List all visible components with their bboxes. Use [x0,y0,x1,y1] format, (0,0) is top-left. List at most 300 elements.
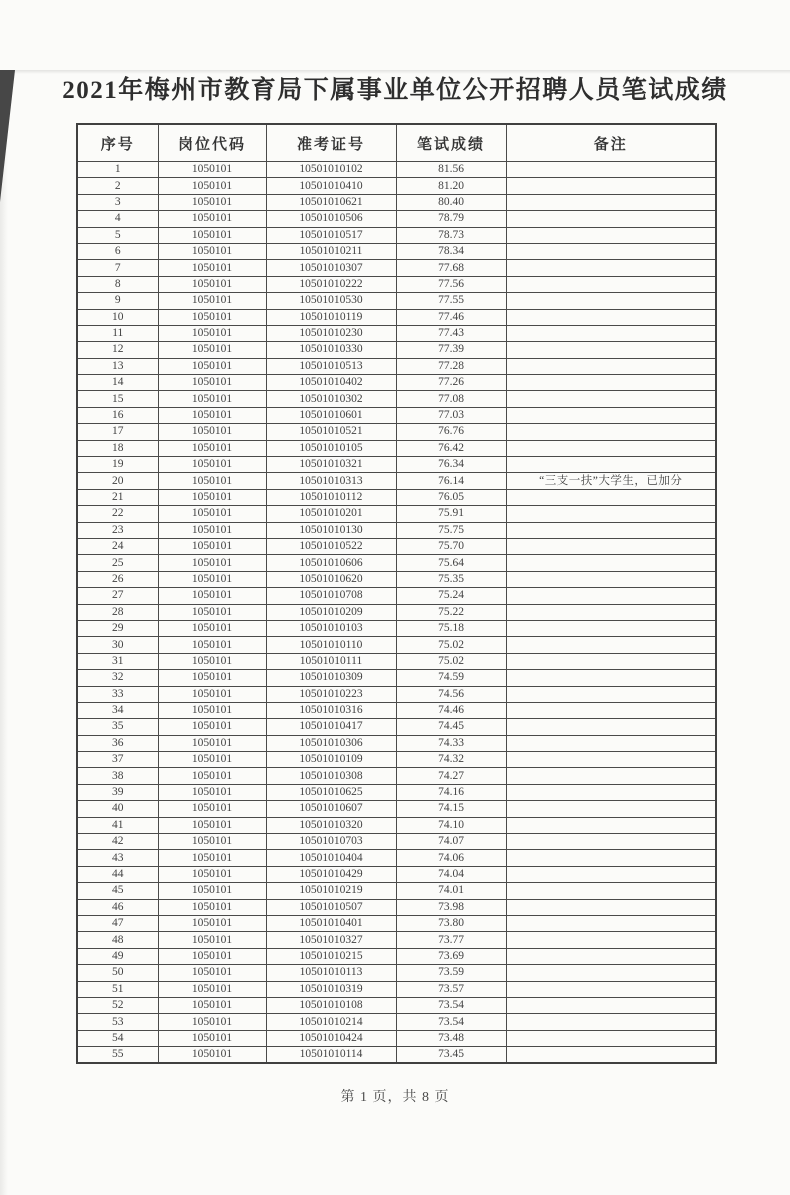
cell-remark [506,211,716,227]
cell-no: 55 [77,1047,158,1064]
cell-ticket: 10501010327 [266,932,396,948]
table-row [77,1030,716,1046]
scores-table [76,123,717,1064]
cell-remark [506,801,716,817]
cell-remark [506,309,716,325]
cell-remark [506,883,716,899]
table-body [77,162,716,1064]
cell-remark [506,1047,716,1064]
cell-score: 78.34 [396,243,506,259]
cell-score: 74.59 [396,670,506,686]
cell-code: 1050101 [158,932,266,948]
cell-score: 74.32 [396,752,506,768]
cell-remark [506,932,716,948]
cell-ticket: 10501010222 [266,276,396,292]
cell-no: 39 [77,784,158,800]
cell-remark [506,440,716,456]
cell-ticket: 10501010507 [266,899,396,915]
cell-remark [506,620,716,636]
cell-ticket: 10501010105 [266,440,396,456]
table-row [77,243,716,259]
cell-no: 52 [77,997,158,1013]
cell-remark [506,670,716,686]
cell-score: 75.91 [396,506,506,522]
cell-code: 1050101 [158,440,266,456]
cell-remark [506,1030,716,1046]
cell-score: 74.06 [396,850,506,866]
cell-no: 35 [77,719,158,735]
cell-score: 75.64 [396,555,506,571]
cell-remark [506,555,716,571]
table-row [77,375,716,391]
cell-ticket: 10501010109 [266,752,396,768]
cell-code: 1050101 [158,883,266,899]
cell-no: 33 [77,686,158,702]
table-row [77,637,716,653]
cell-no: 1 [77,162,158,178]
table-row [77,801,716,817]
cell-ticket: 10501010321 [266,457,396,473]
cell-no: 32 [77,670,158,686]
table-row [77,538,716,554]
cell-ticket: 10501010306 [266,735,396,751]
cell-remark [506,784,716,800]
table-row [77,588,716,604]
cell-no: 27 [77,588,158,604]
cell-score: 77.46 [396,309,506,325]
cell-remark [506,489,716,505]
table-row [77,1014,716,1030]
table-row [77,211,716,227]
cell-remark [506,752,716,768]
cell-remark [506,735,716,751]
cell-code: 1050101 [158,588,266,604]
table-row [77,735,716,751]
cell-no: 42 [77,834,158,850]
cell-no: 37 [77,752,158,768]
cell-ticket: 10501010703 [266,834,396,850]
page-number: 第 1 页，共 8 页 [340,1090,450,1106]
cell-code: 1050101 [158,817,266,833]
cell-code: 1050101 [158,784,266,800]
cell-score: 75.70 [396,538,506,554]
cell-code: 1050101 [158,948,266,964]
cell-ticket: 10501010607 [266,801,396,817]
cell-ticket: 10501010302 [266,391,396,407]
cell-remark [506,375,716,391]
table-row [77,276,716,292]
cell-score: 77.68 [396,260,506,276]
cell-remark [506,604,716,620]
cell-ticket: 10501010308 [266,768,396,784]
cell-code: 1050101 [158,637,266,653]
cell-ticket: 10501010402 [266,375,396,391]
cell-ticket: 10501010330 [266,342,396,358]
cell-code: 1050101 [158,850,266,866]
column-header: 笔试成绩 [396,124,506,162]
cell-code: 1050101 [158,358,266,374]
cell-code: 1050101 [158,211,266,227]
cell-code: 1050101 [158,194,266,210]
table-row [77,162,716,178]
cell-score: 74.45 [396,719,506,735]
cell-code: 1050101 [158,293,266,309]
cell-ticket: 10501010103 [266,620,396,636]
cell-score: 75.02 [396,637,506,653]
cell-ticket: 10501010214 [266,1014,396,1030]
cell-score: 78.79 [396,211,506,227]
table-row [77,932,716,948]
cell-no: 8 [77,276,158,292]
table-row [77,604,716,620]
table-row [77,752,716,768]
cell-no: 22 [77,506,158,522]
cell-remark [506,358,716,374]
cell-ticket: 10501010320 [266,817,396,833]
cell-code: 1050101 [158,1047,266,1064]
cell-score: 80.40 [396,194,506,210]
scan-edge-shadow-left [0,70,8,1195]
cell-remark [506,719,716,735]
table-row [77,965,716,981]
cell-no: 49 [77,948,158,964]
cell-score: 75.24 [396,588,506,604]
table-row [77,309,716,325]
cell-code: 1050101 [158,342,266,358]
cell-no: 7 [77,260,158,276]
table-row [77,555,716,571]
cell-no: 53 [77,1014,158,1030]
table-row [77,997,716,1013]
cell-no: 47 [77,915,158,931]
table-row [77,686,716,702]
cell-score: 77.03 [396,407,506,423]
table-row [77,473,716,489]
header-row [77,124,716,162]
table-row [77,768,716,784]
cell-score: 81.56 [396,162,506,178]
cell-remark [506,178,716,194]
cell-code: 1050101 [158,1030,266,1046]
cell-remark [506,702,716,718]
cell-remark [506,653,716,669]
table-row [77,260,716,276]
cell-remark [506,522,716,538]
cell-score: 73.57 [396,981,506,997]
table-row [77,424,716,440]
cell-no: 2 [77,178,158,194]
cell-score: 74.07 [396,834,506,850]
cell-ticket: 10501010625 [266,784,396,800]
cell-ticket: 10501010601 [266,407,396,423]
cell-code: 1050101 [158,309,266,325]
cell-code: 1050101 [158,260,266,276]
cell-score: 75.18 [396,620,506,636]
cell-remark [506,899,716,915]
cell-no: 30 [77,637,158,653]
cell-no: 15 [77,391,158,407]
cell-code: 1050101 [158,391,266,407]
cell-code: 1050101 [158,555,266,571]
cell-remark [506,293,716,309]
cell-ticket: 10501010316 [266,702,396,718]
cell-score: 73.98 [396,899,506,915]
cell-code: 1050101 [158,457,266,473]
cell-ticket: 10501010417 [266,719,396,735]
cell-no: 51 [77,981,158,997]
cell-no: 38 [77,768,158,784]
table-row [77,915,716,931]
cell-ticket: 10501010424 [266,1030,396,1046]
table-row [77,1047,716,1064]
cell-code: 1050101 [158,604,266,620]
cell-ticket: 10501010606 [266,555,396,571]
table-row [77,702,716,718]
cell-score: 74.16 [396,784,506,800]
cell-remark [506,506,716,522]
cell-no: 40 [77,801,158,817]
cell-no: 13 [77,358,158,374]
cell-ticket: 10501010307 [266,260,396,276]
cell-remark: “三支一扶”大学生，已加分 [506,473,716,489]
cell-score: 76.34 [396,457,506,473]
cell-code: 1050101 [158,276,266,292]
cell-no: 19 [77,457,158,473]
cell-code: 1050101 [158,538,266,554]
table-row [77,850,716,866]
cell-score: 73.59 [396,965,506,981]
table-row [77,866,716,882]
cell-code: 1050101 [158,965,266,981]
cell-no: 34 [77,702,158,718]
table-row [77,948,716,964]
cell-score: 77.08 [396,391,506,407]
cell-no: 20 [77,473,158,489]
cell-no: 50 [77,965,158,981]
cell-remark [506,538,716,554]
cell-code: 1050101 [158,735,266,751]
cell-code: 1050101 [158,473,266,489]
cell-remark [506,997,716,1013]
cell-ticket: 10501010111 [266,653,396,669]
cell-ticket: 10501010211 [266,243,396,259]
cell-remark [506,948,716,964]
cell-code: 1050101 [158,653,266,669]
cell-score: 76.42 [396,440,506,456]
table-row [77,817,716,833]
cell-code: 1050101 [158,506,266,522]
scan-edge-shadow-top [0,70,790,74]
cell-ticket: 10501010112 [266,489,396,505]
cell-code: 1050101 [158,768,266,784]
cell-remark [506,915,716,931]
cell-remark [506,817,716,833]
cell-no: 10 [77,309,158,325]
cell-code: 1050101 [158,899,266,915]
table-row [77,489,716,505]
cell-ticket: 10501010708 [266,588,396,604]
cell-ticket: 10501010209 [266,604,396,620]
table-row [77,506,716,522]
cell-score: 77.28 [396,358,506,374]
cell-remark [506,686,716,702]
cell-code: 1050101 [158,620,266,636]
cell-no: 54 [77,1030,158,1046]
cell-remark [506,866,716,882]
table-row [77,457,716,473]
cell-ticket: 10501010429 [266,866,396,882]
cell-ticket: 10501010522 [266,538,396,554]
table-row [77,883,716,899]
table-row [77,834,716,850]
cell-no: 43 [77,850,158,866]
cell-ticket: 10501010230 [266,325,396,341]
cell-ticket: 10501010102 [266,162,396,178]
cell-remark [506,768,716,784]
cell-remark [506,571,716,587]
cell-score: 81.20 [396,178,506,194]
table-row [77,522,716,538]
cell-code: 1050101 [158,407,266,423]
cell-no: 46 [77,899,158,915]
cell-score: 74.04 [396,866,506,882]
cell-remark [506,424,716,440]
cell-remark [506,588,716,604]
cell-score: 73.80 [396,915,506,931]
cell-code: 1050101 [158,866,266,882]
cell-code: 1050101 [158,162,266,178]
cell-ticket: 10501010521 [266,424,396,440]
cell-no: 14 [77,375,158,391]
cell-no: 26 [77,571,158,587]
cell-ticket: 10501010223 [266,686,396,702]
cell-score: 77.26 [396,375,506,391]
cell-no: 29 [77,620,158,636]
cell-code: 1050101 [158,325,266,341]
cell-ticket: 10501010513 [266,358,396,374]
cell-score: 74.27 [396,768,506,784]
cell-no: 12 [77,342,158,358]
cell-no: 36 [77,735,158,751]
cell-code: 1050101 [158,522,266,538]
cell-no: 31 [77,653,158,669]
cell-no: 24 [77,538,158,554]
table-row [77,358,716,374]
table-row [77,440,716,456]
cell-score: 74.01 [396,883,506,899]
cell-score: 73.69 [396,948,506,964]
table-row [77,653,716,669]
table-row [77,194,716,210]
cell-ticket: 10501010114 [266,1047,396,1064]
cell-code: 1050101 [158,489,266,505]
table-row [77,407,716,423]
cell-no: 44 [77,866,158,882]
cell-remark [506,457,716,473]
cell-ticket: 10501010130 [266,522,396,538]
cell-score: 74.15 [396,801,506,817]
cell-score: 74.46 [396,702,506,718]
cell-remark [506,1014,716,1030]
cell-no: 6 [77,243,158,259]
cell-no: 18 [77,440,158,456]
cell-remark [506,162,716,178]
column-header: 序号 [77,124,158,162]
cell-no: 16 [77,407,158,423]
cell-score: 74.33 [396,735,506,751]
column-header: 准考证号 [266,124,396,162]
cell-score: 77.39 [396,342,506,358]
cell-remark [506,260,716,276]
column-header: 岗位代码 [158,124,266,162]
cell-score: 77.56 [396,276,506,292]
cell-remark [506,981,716,997]
cell-no: 25 [77,555,158,571]
cell-score: 73.54 [396,1014,506,1030]
cell-ticket: 10501010517 [266,227,396,243]
cell-remark [506,407,716,423]
cell-ticket: 10501010108 [266,997,396,1013]
cell-remark [506,965,716,981]
cell-ticket: 10501010506 [266,211,396,227]
cell-score: 76.14 [396,473,506,489]
cell-remark [506,227,716,243]
cell-score: 76.76 [396,424,506,440]
table-row [77,620,716,636]
cell-code: 1050101 [158,424,266,440]
cell-score: 78.73 [396,227,506,243]
cell-ticket: 10501010621 [266,194,396,210]
cell-no: 11 [77,325,158,341]
cell-remark [506,342,716,358]
cell-remark [506,850,716,866]
cell-code: 1050101 [158,702,266,718]
cell-score: 73.45 [396,1047,506,1064]
cell-remark [506,637,716,653]
cell-code: 1050101 [158,670,266,686]
cell-remark [506,834,716,850]
cell-score: 74.10 [396,817,506,833]
cell-no: 17 [77,424,158,440]
cell-code: 1050101 [158,375,266,391]
cell-score: 75.75 [396,522,506,538]
page-title: 2021年梅州市教育局下属事业单位公开招聘人员笔试成绩 [62,77,728,104]
cell-remark [506,243,716,259]
cell-ticket: 10501010404 [266,850,396,866]
cell-no: 45 [77,883,158,899]
cell-remark [506,194,716,210]
cell-ticket: 10501010119 [266,309,396,325]
cell-score: 77.55 [396,293,506,309]
table-row [77,178,716,194]
cell-ticket: 10501010401 [266,915,396,931]
cell-code: 1050101 [158,1014,266,1030]
cell-ticket: 10501010215 [266,948,396,964]
cell-remark [506,325,716,341]
table-row [77,719,716,735]
cell-remark [506,391,716,407]
cell-code: 1050101 [158,178,266,194]
table-row [77,784,716,800]
table-row [77,227,716,243]
cell-ticket: 10501010201 [266,506,396,522]
table-row [77,571,716,587]
cell-no: 28 [77,604,158,620]
cell-no: 4 [77,211,158,227]
cell-remark [506,276,716,292]
cell-no: 41 [77,817,158,833]
cell-ticket: 10501010319 [266,981,396,997]
